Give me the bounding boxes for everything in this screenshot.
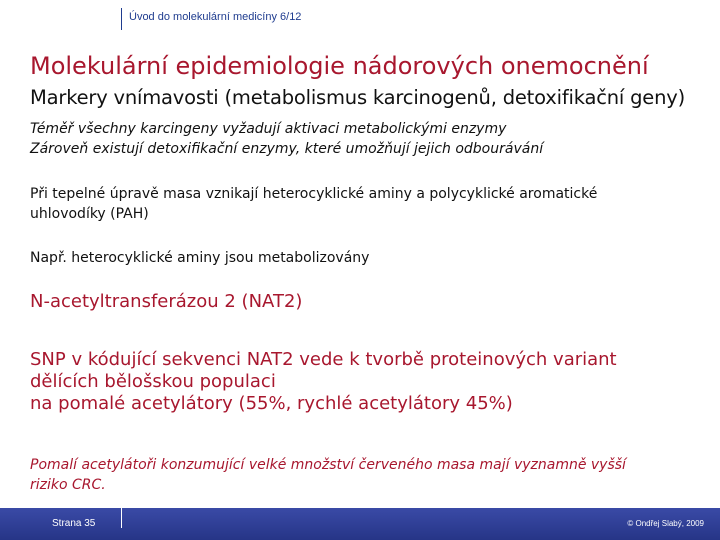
- paragraph-line: uhlovodíky (PAH): [30, 206, 149, 222]
- metabolism-paragraph: Např. heterocyklické aminy jsou metabolizovány: [30, 250, 370, 266]
- copyright: © Ondřej Slabý, 2009: [627, 519, 704, 528]
- page-number: Strana 35: [52, 518, 96, 529]
- course-header: Úvod do molekulární medicíny 6/12: [129, 11, 302, 23]
- intro-line: Zároveň existují detoxifikační enzymy, které umožňují jejich odbourávání: [30, 141, 544, 157]
- slide-title: Molekulární epidemiologie nádorových onemocnění: [30, 52, 649, 80]
- enzyme-name: N-acetyltransferázou 2 (NAT2): [30, 291, 303, 312]
- intro-line: Téměř všechny karcingeny vyžadují aktivaci metabolickými enzymy: [30, 121, 507, 137]
- header-divider: [121, 8, 122, 30]
- footer-divider: [121, 508, 122, 528]
- snp-line: SNP v kódující sekvenci NAT2 vede k tvorbě proteinových variant: [30, 349, 617, 370]
- footer-bar: [0, 508, 720, 540]
- slide-subtitle: Markery vnímavosti (metabolismus karcinogenů, detoxifikační geny): [30, 86, 685, 109]
- cooking-paragraph: [30, 184, 690, 224]
- intro-italic-text: [30, 119, 690, 159]
- snp-line: na pomalé acetylátory (55%, rychlé acetylátory 45%): [30, 393, 513, 414]
- snp-line: dělících bělošskou populaci: [30, 371, 276, 392]
- risk-note: [30, 455, 670, 495]
- snp-text: [30, 349, 690, 415]
- note-line: Pomalí acetylátoři konzumující velké množství červeného masa mají vyznamně vyšší: [30, 457, 626, 473]
- note-line: riziko CRC.: [30, 477, 106, 493]
- paragraph-line: Při tepelné úpravě masa vznikají heterocyklické aminy a polycyklické aromatické: [30, 186, 598, 202]
